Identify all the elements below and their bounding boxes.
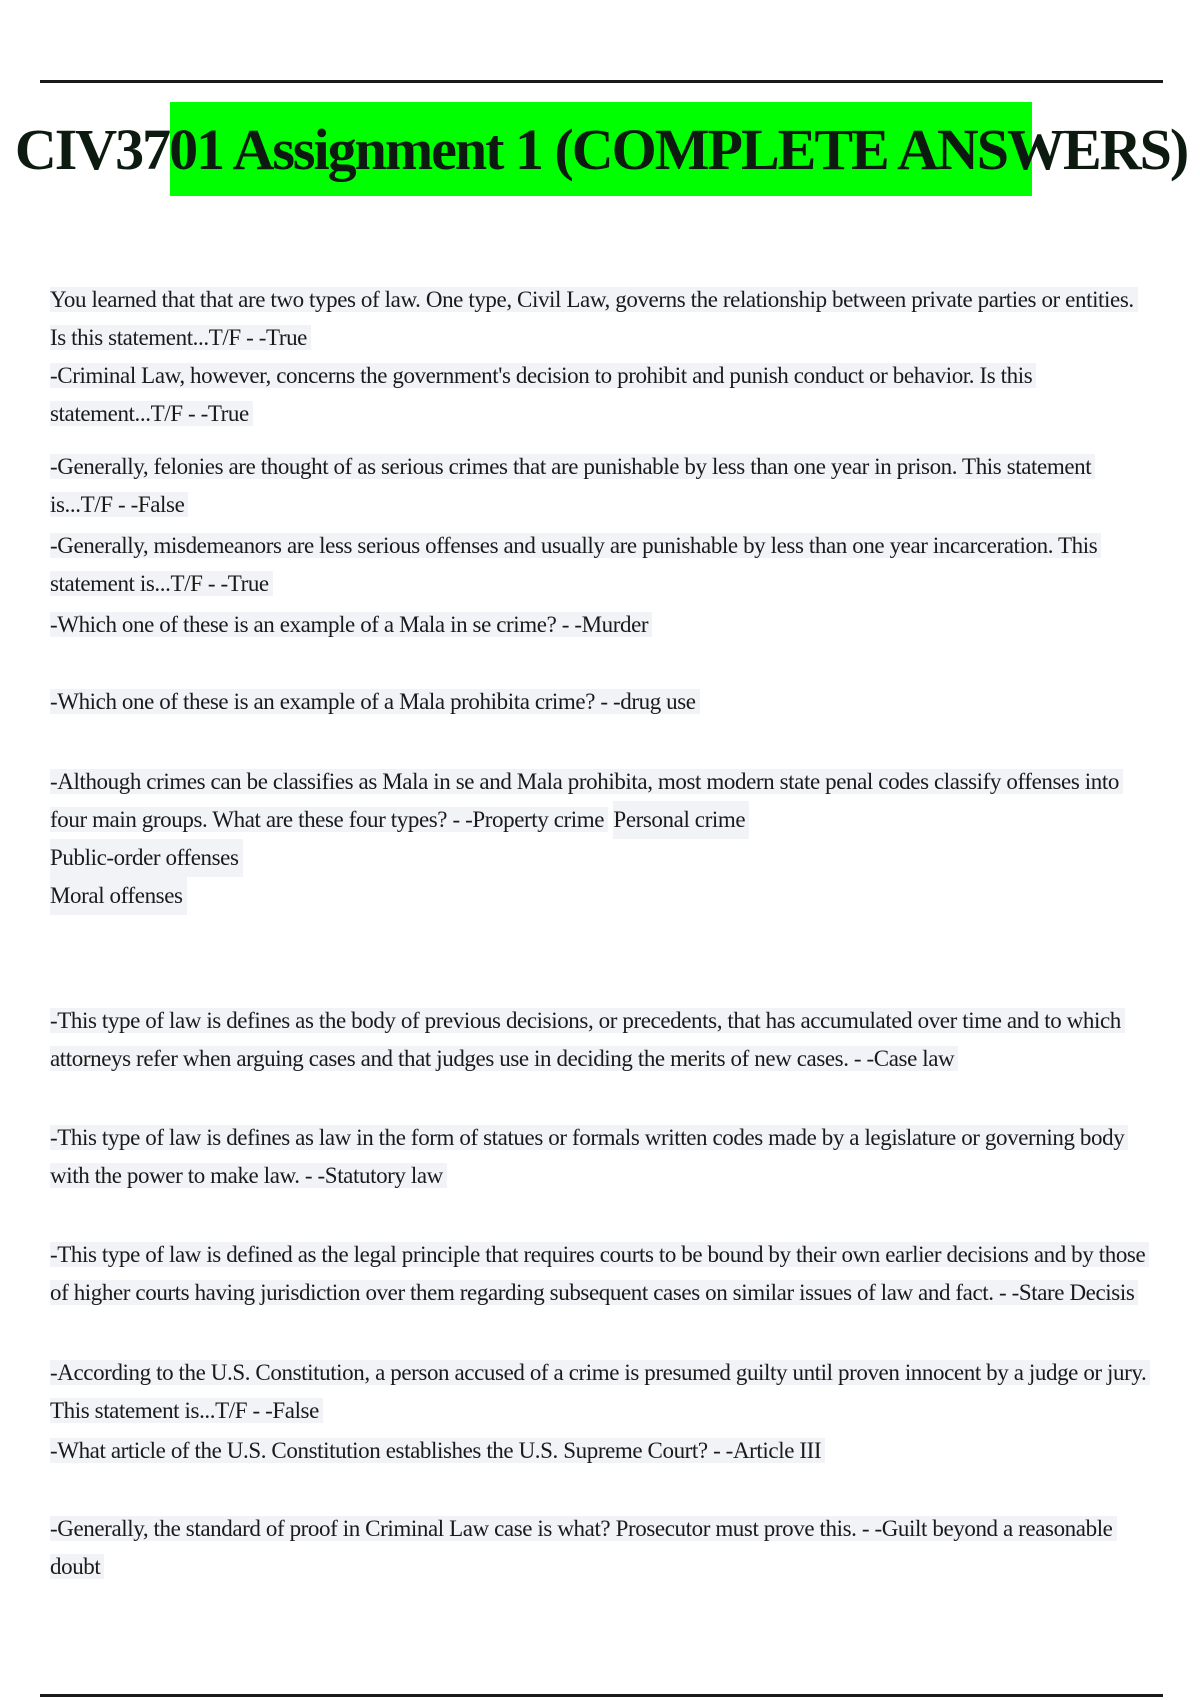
qa-item-4: [50, 527, 1150, 603]
qa-item-8: [50, 1002, 1150, 1078]
bottom-rule: [40, 1694, 1163, 1697]
qa-item-9: [50, 1119, 1150, 1195]
qa-item-12: [50, 1432, 1150, 1470]
qa-text: -Which one of these is an example of a Mala prohibita crime? - -drug use: [50, 689, 700, 714]
qa-text: -This type of law is defines as the body of previous decisions, or precedents, that has accumulated over time and to which attorneys refer when arguing cases and that judges use in deciding the merits of new cases. - -Case law: [50, 1008, 1125, 1071]
qa-text: -Generally, the standard of proof in Criminal Law case is what? Prosecutor must prove this. - -Guilt beyond a reasonable doubt: [50, 1516, 1117, 1579]
qa-item-5: [50, 606, 1150, 644]
qa-text: -Which one of these is an example of a Mala in se crime? - -Murder: [50, 612, 652, 637]
qa-item-6: [50, 683, 1150, 721]
qa-text: -According to the U.S. Constitution, a person accused of a crime is presumed guilty until proven innocent by a judge or jury. This statement is...T/F - -False: [50, 1360, 1150, 1423]
qa-item-11: [50, 1354, 1150, 1430]
qa-text: -Generally, misdemeanors are less serious offenses and usually are punishable by less than one year incarceration. This statement is...T/F - -True: [50, 533, 1101, 596]
qa-text: -Although crimes can be classifies as Mala in se and Mala prohibita, most modern state penal codes classify offenses into four main groups. What are these four types? - -Property crime: [50, 769, 1123, 832]
answer-line-public-order: Public-order offenses: [50, 839, 243, 877]
answer-line-personal-crime: Personal crime: [613, 801, 749, 839]
qa-item-10: [50, 1236, 1150, 1312]
qa-text: -This type of law is defined as the legal principle that requires courts to be bound by their own earlier decisions and by those of higher courts having jurisdiction over them regarding subsequent cases on similar issues of law and fact. - -Stare Decisis: [50, 1242, 1149, 1305]
title-highlight: [14, 102, 1188, 196]
qa-text: You learned that that are two types of law. One type, Civil Law, governs the relationship between private parties or entities. Is this statement...T/F - -True: [50, 287, 1138, 350]
qa-item-7: [50, 763, 1150, 915]
answer-line-moral-offenses: Moral offenses: [50, 877, 187, 915]
qa-text: -Generally, felonies are thought of as serious crimes that are punishable by less than one year in prison. This statement is...T/F - -False: [50, 454, 1095, 517]
qa-item-1: [50, 281, 1150, 357]
qa-text: -Criminal Law, however, concerns the government's decision to prohibit and punish conduct or behavior. Is this statement...T/F - -True: [50, 363, 1036, 426]
qa-item-13: [50, 1510, 1150, 1586]
qa-text: -This type of law is defines as law in the form of statues or formals written codes made by a legislature or governing body with the power to make law. - -Statutory law: [50, 1125, 1128, 1188]
qa-item-3: [50, 448, 1150, 524]
qa-item-2: [50, 357, 1150, 433]
qa-text: -What article of the U.S. Constitution establishes the U.S. Supreme Court? - -Article III: [50, 1438, 825, 1463]
top-rule: [40, 80, 1163, 83]
document-title: CIV3701 Assignment 1 (COMPLETE ANSWERS): [14, 116, 1188, 182]
